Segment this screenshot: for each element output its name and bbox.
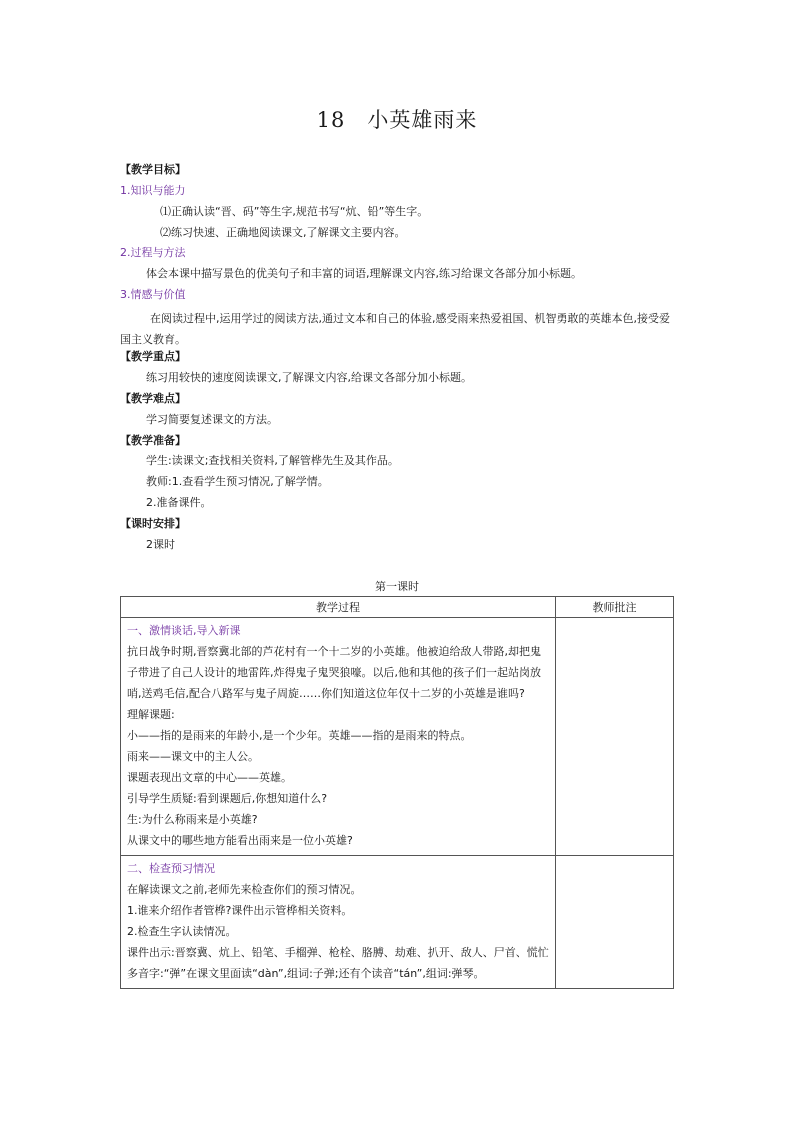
page-title bbox=[0, 104, 794, 134]
lesson-title: 小英雄雨来 bbox=[367, 108, 478, 132]
emotion-heading: 3.情感与价值 bbox=[120, 288, 186, 301]
process-text: 体会本课中描写景色的优美句子和丰富的词语,理解课文内容,练习给课文各部分加小标题。 bbox=[146, 267, 582, 280]
table-row bbox=[121, 856, 674, 989]
key-point-heading: 【教学重点】 bbox=[120, 350, 186, 363]
section1-line: 小——指的是雨来的年龄小,是一个少年。英雄——指的是雨来的特点。 bbox=[127, 729, 472, 742]
schedule-heading: 【课时安排】 bbox=[120, 517, 186, 530]
preparation-teacher-1: 教师:1.查看学生预习情况,了解学情。 bbox=[146, 475, 329, 488]
knowledge-item-1: ⑴正确认读“晋、码”等生字,规范书写“炕、铅”等生字。 bbox=[160, 205, 429, 218]
preparation-heading: 【教学准备】 bbox=[120, 434, 186, 447]
table-row bbox=[121, 618, 674, 856]
objectives-heading: 【教学目标】 bbox=[120, 163, 186, 176]
difficulty-heading: 【教学难点】 bbox=[120, 392, 186, 405]
difficulty-text: 学习简要复述课文的方法。 bbox=[146, 413, 278, 426]
section1-line: 生:为什么称雨来是小英雄? bbox=[127, 813, 258, 826]
process-cell-1 bbox=[121, 618, 556, 856]
section1-line: 引导学生质疑:看到课题后,你想知道什么? bbox=[127, 792, 328, 805]
notes-cell-2 bbox=[556, 856, 674, 989]
process-heading: 2.过程与方法 bbox=[120, 246, 186, 259]
header-notes: 教师批注 bbox=[556, 597, 674, 618]
process-cell-2 bbox=[121, 856, 556, 989]
section2-heading: 二、检查预习情况 bbox=[127, 862, 215, 875]
section2-line: 在解读课文之前,老师先来检查你们的预习情况。 bbox=[127, 883, 362, 896]
section1-line: 雨来——课文中的主人公。 bbox=[127, 750, 259, 763]
section2-line: 2.检查生字认读情况。 bbox=[127, 925, 237, 938]
key-point-text: 练习用较快的速度阅读课文,了解课文内容,给课文各部分加小标题。 bbox=[146, 371, 472, 384]
knowledge-heading: 1.知识与能力 bbox=[120, 184, 186, 197]
first-lesson-title: 第一课时 bbox=[375, 580, 419, 593]
section2-line: 1.谁来介绍作者管桦?课件出示管桦相关资料。 bbox=[127, 904, 353, 917]
schedule-text: 2课时 bbox=[146, 538, 175, 551]
section2-line: 课件出示:晋察冀、炕上、铅笔、手榴弹、枪栓、胳膊、劫难、扒开、敌人、尸首、慌忙 bbox=[127, 946, 549, 959]
section1-line: 从课文中的哪些地方能看出雨来是一位小英雄? bbox=[127, 834, 353, 847]
notes-cell-1 bbox=[556, 618, 674, 856]
preparation-student: 学生:读课文;查找相关资料,了解管桦先生及其作品。 bbox=[146, 454, 399, 467]
section1-line: 课题表现出文章的中心——英雄。 bbox=[127, 771, 292, 784]
table-header-row bbox=[121, 597, 674, 618]
section1-heading: 一、激情谈话,导入新课 bbox=[127, 624, 241, 637]
section1-line: 理解课题: bbox=[127, 708, 175, 721]
lesson-table bbox=[120, 596, 674, 989]
lesson-number: 18 bbox=[316, 108, 346, 132]
emotion-text: 在阅读过程中,运用学过的阅读方法,通过文本和自己的体验,感受雨来热爱祖国、机智勇敢的英雄本色,接受爱国主义教育。 bbox=[120, 312, 670, 346]
preparation-teacher-2: 2.准备课件。 bbox=[146, 496, 212, 509]
section1-intro: 抗日战争时期,晋察冀北部的芦花村有一个十二岁的小英雄。他被迫给敌人带路,却把鬼子带进了自己人设计的地雷阵,炸得鬼子鬼哭狼嚎。以后,他和其他的孩子们一起站岗放哨,送鸡毛信,配合八路军与鬼子周旋……你们知道这位年仅十二岁的小英雄是谁吗? bbox=[127, 645, 541, 700]
header-process: 教学过程 bbox=[121, 597, 556, 618]
knowledge-item-2: ⑵练习快速、正确地阅读课文,了解课文主要内容。 bbox=[160, 226, 406, 239]
section2-line: 多音字:“弹”在课文里面读“dàn”,组词:子弹;还有个读音“tán”,组词:弹琴。 bbox=[127, 967, 485, 980]
